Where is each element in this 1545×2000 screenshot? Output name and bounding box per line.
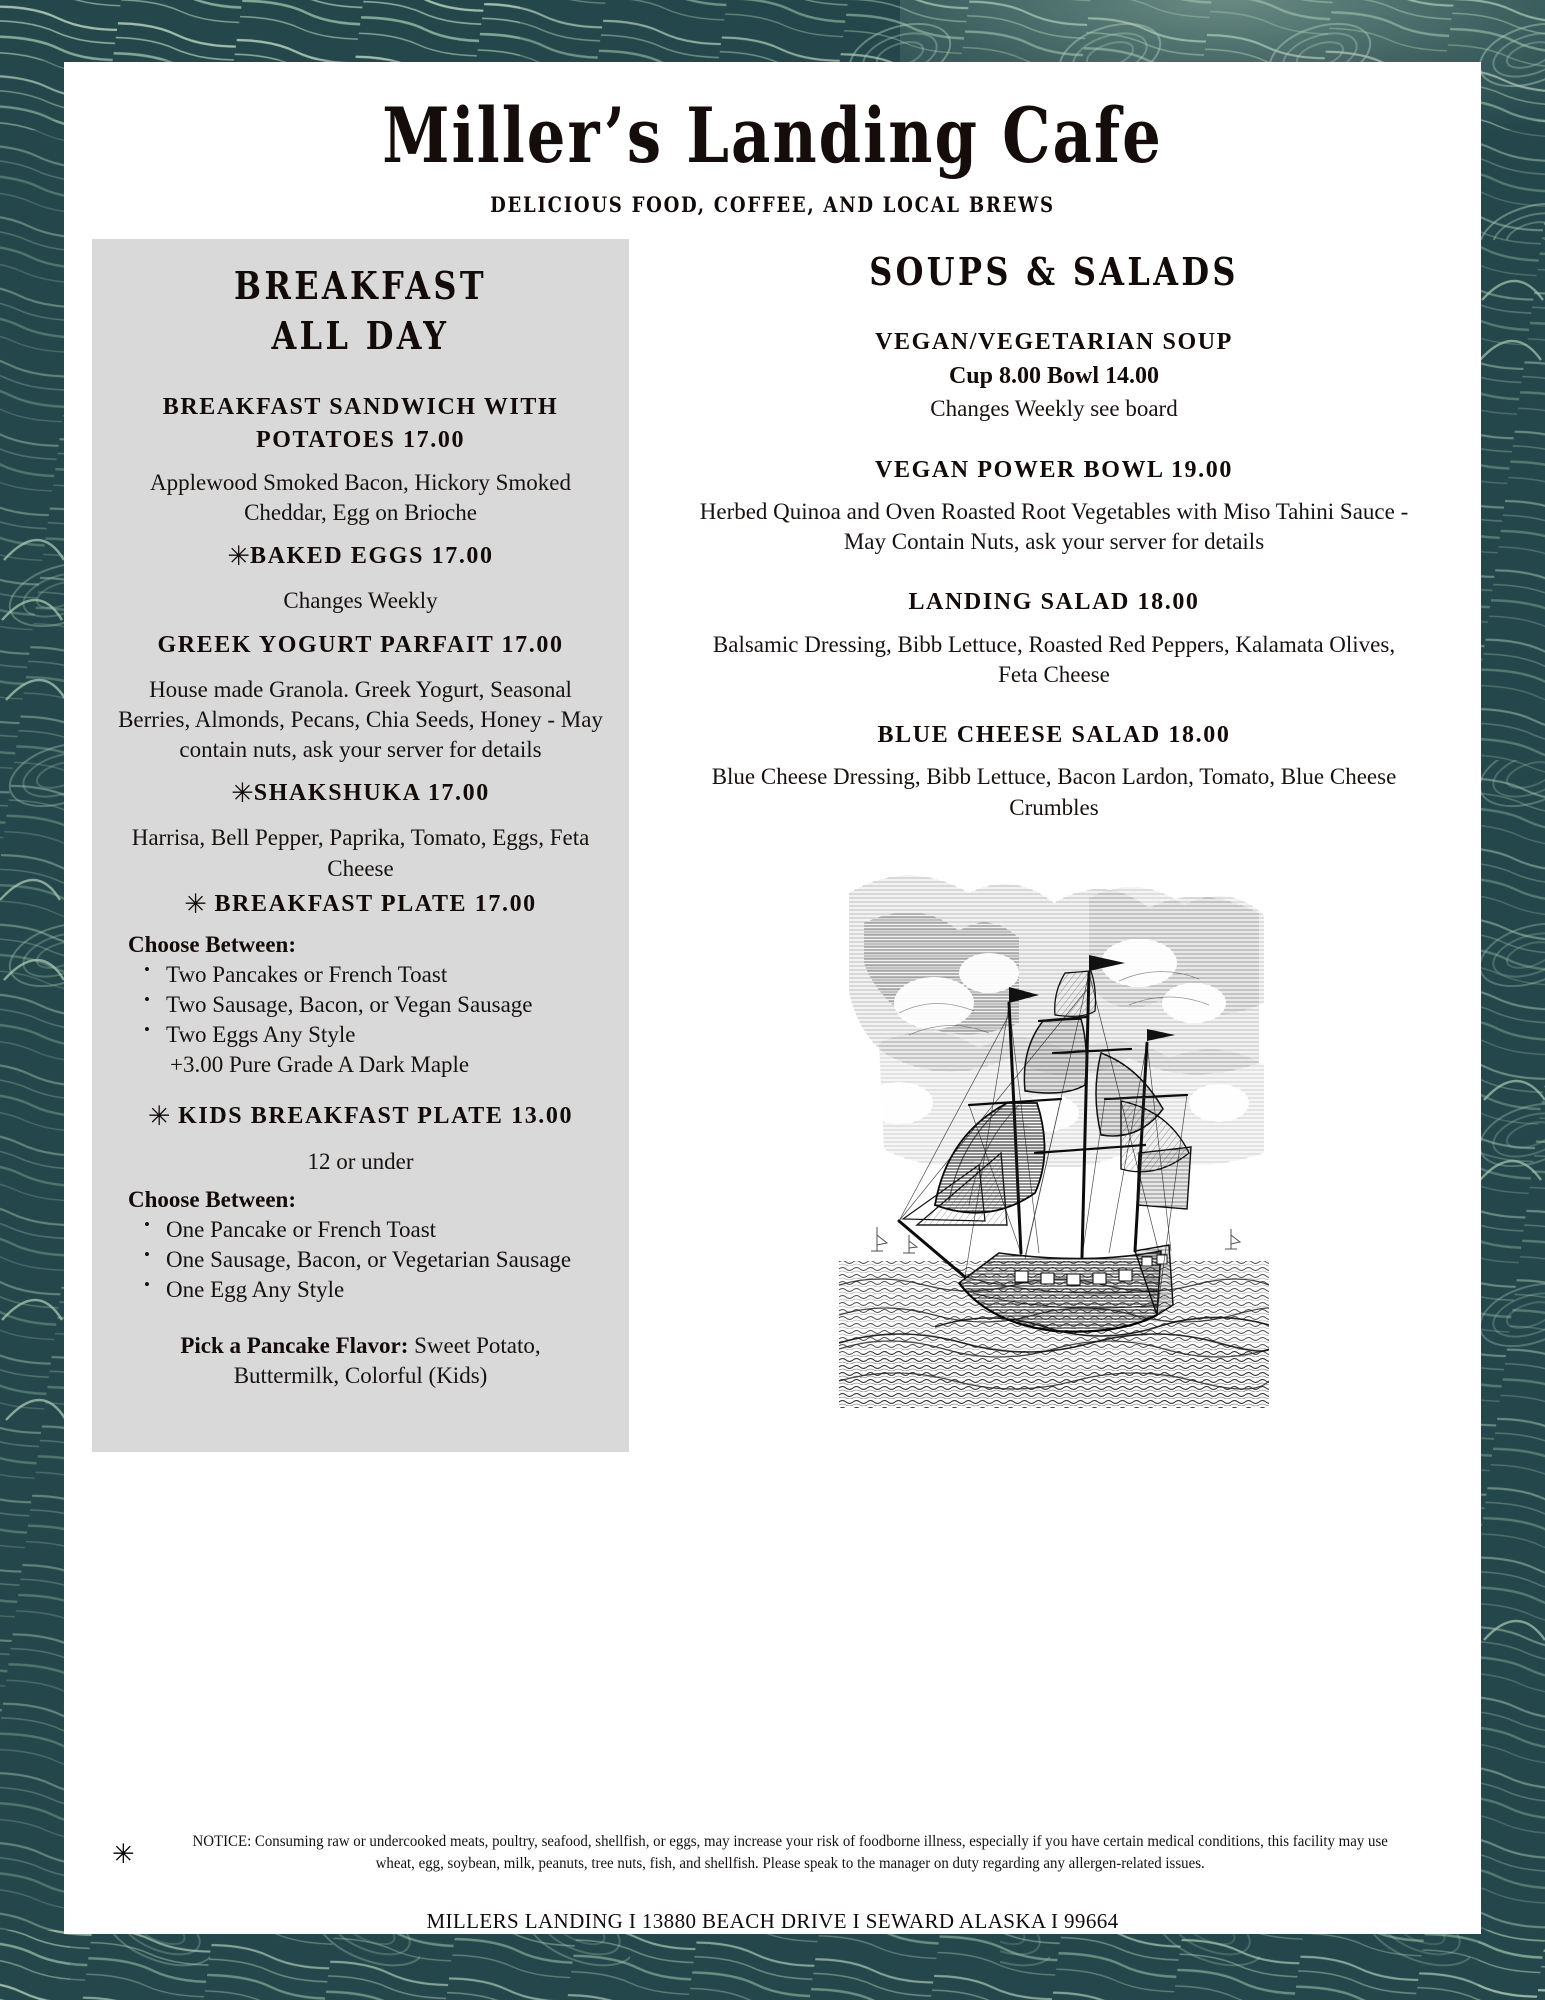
menu-item-name (114, 777, 607, 811)
allergen-star-icon: ✳ (147, 1101, 171, 1133)
breakfast-heading-line1: BREAKFAST (234, 262, 487, 308)
choose-between-label: Choose Between: (128, 1186, 296, 1212)
menu-item-name: BLUE CHEESE SALAD 18.00 (877, 721, 1231, 748)
list-item: • One Pancake or French Toast (166, 1215, 607, 1245)
menu-item-title: BREAKFAST PLATE 17.00 (214, 890, 537, 917)
soup-price-line: Cup 8.00 Bowl 14.00 (948, 363, 1160, 390)
allergen-notice (100, 1831, 1445, 1875)
menu-page (64, 62, 1481, 1934)
allergen-notice-text: NOTICE: Consuming raw or undercooked meats, poultry, seafood, shellfish, or eggs, may increase your risk of foodborne illness, especially if you have certain medical conditions, this facility may use wheat, egg, soybean, milk, peanuts, tree nuts, fish, and shellfish. Please speak to the manager on duty regarding any allergen-related issues. (192, 1832, 1388, 1872)
page-title: Miller’s Landing Cafe (382, 91, 1163, 180)
menu-item-desc: Changes Weekly see board (930, 396, 1178, 422)
pancake-flavor-line (114, 1331, 607, 1391)
menu-item-desc: Balsamic Dressing, Bibb Lettuce, Roasted Red Peppers, Kalamata Olives, Feta Cheese (712, 631, 1396, 687)
tall-ship-illustration (839, 853, 1269, 1408)
allergen-star-icon: ✳ (184, 888, 207, 920)
choose-between-label: Choose Between: (128, 931, 296, 957)
menu-item-name (114, 391, 607, 456)
menu-item-title: SHAKSHUKA 17.00 (253, 780, 490, 807)
maple-add-on-note: +3.00 Pure Grade A Dark Maple (170, 1052, 470, 1078)
menu-columns (64, 239, 1481, 1815)
menu-item-title: BAKED EGGS 17.00 (249, 543, 494, 570)
menu-item-name: VEGAN/VEGETARIAN SOUP (875, 328, 1233, 355)
menu-item-desc: House made Granola. Greek Yogurt, Seasonal Berries, Almonds, Pecans, Chia Seeds, Honey - May contain nuts, ask your server for details (118, 676, 603, 763)
menu-item-name (114, 629, 607, 663)
soups-salads-section (644, 247, 1464, 1408)
menu-item-desc: Applewood Smoked Bacon, Hickory Smoked Cheddar, Egg on Brioche (150, 469, 571, 525)
list-item: • Two Pancakes or French Toast (166, 960, 607, 990)
menu-item-title: KIDS BREAKFAST PLATE 13.00 (178, 1103, 574, 1130)
menu-item-name: VEGAN POWER BOWL 19.00 (875, 456, 1233, 483)
pancake-flavor-value: Sweet Potato, Buttermilk, Colorful (Kids) (233, 1333, 541, 1389)
kids-age-note: 12 or under (307, 1148, 414, 1174)
allergen-star-icon: ✳ (112, 1838, 135, 1870)
menu-item-title: GREEK YOGURT PARFAIT 17.00 (157, 631, 564, 658)
menu-item-desc: Changes Weekly (283, 588, 438, 614)
menu-item-name-breakfast-plate (114, 888, 607, 922)
pancake-flavor-label: Pick a Pancake Flavor: (180, 1333, 409, 1359)
list-item: • Two Sausage, Bacon, or Vegan Sausage (166, 990, 607, 1020)
menu-item-name (114, 540, 607, 574)
allergen-star-icon: ✳ (227, 541, 250, 573)
menu-item-title: BREAKFAST SANDWICH WITH POTATOES 17.00 (162, 394, 559, 454)
list-item: • Two Eggs Any Style (166, 1020, 607, 1050)
menu-item-desc: Herbed Quinoa and Oven Roasted Root Vegetables with Miso Tahini Sauce - May Contain Nuts, ask your server for details (699, 499, 1409, 555)
menu-item-desc: Blue Cheese Dressing, Bibb Lettuce, Bacon Lardon, Tomato, Blue Cheese Crumbles (711, 764, 1397, 820)
list-item: • One Sausage, Bacon, or Vegetarian Sausage (166, 1245, 607, 1275)
list-item: • One Egg Any Style (166, 1275, 607, 1305)
masthead (64, 62, 1481, 217)
menu-item-name-kids-plate (114, 1100, 607, 1134)
allergen-star-icon: ✳ (231, 778, 254, 810)
menu-item-desc: Harrisa, Bell Pepper, Paprika, Tomato, Eggs, Feta Cheese (131, 825, 590, 881)
footer-address: MILLERS LANDING I 13880 BEACH DRIVE I SEWARD ALASKA I 99664 (426, 1908, 1119, 1933)
soups-salads-heading: SOUPS & SALADS (869, 248, 1239, 294)
kids-plate-choices (114, 1215, 607, 1305)
breakfast-section (92, 239, 629, 1452)
tagline: DELICIOUS FOOD, COFFEE, AND LOCAL BREWS (490, 191, 1055, 217)
menu-item-name: LANDING SALAD 18.00 (908, 589, 1200, 616)
breakfast-heading (153, 261, 567, 361)
breakfast-plate-choices (114, 960, 607, 1050)
breakfast-heading-line2: ALL DAY (271, 312, 450, 358)
